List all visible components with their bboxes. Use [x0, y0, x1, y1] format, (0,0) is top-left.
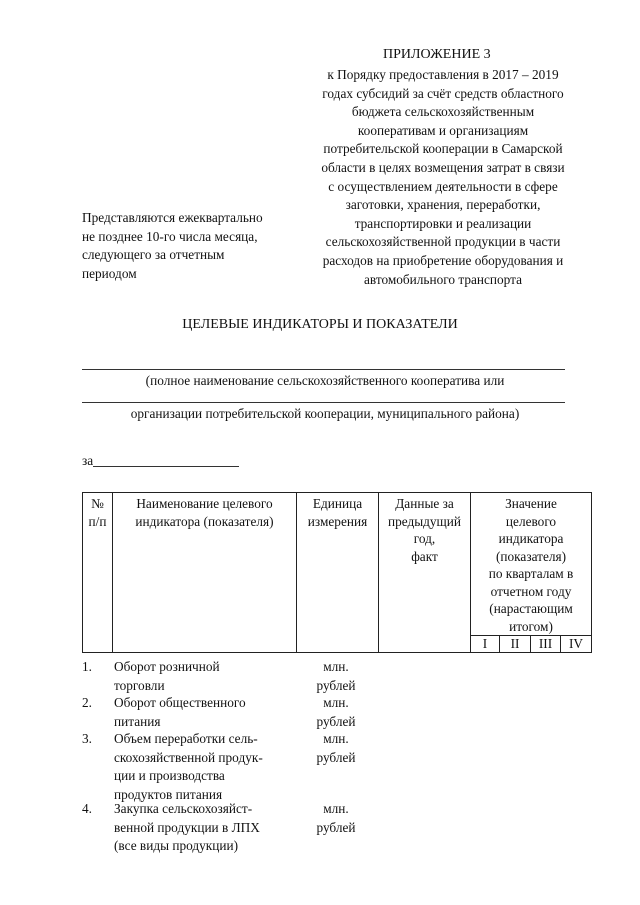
appendix-line: автомобильного транспорта	[363, 271, 523, 287]
row-number: 4.	[82, 801, 92, 816]
appendix-line: области в целях возмещения затрат в связи	[321, 159, 565, 175]
note-line: не позднее 10-го числа месяца,	[82, 228, 258, 244]
quarter-header: II	[500, 636, 531, 653]
indicator-name: Закупка сельскохозяйст- венной продукции в ЛПХ (все виды продукции)	[114, 801, 260, 854]
appendix-reference	[300, 66, 586, 289]
appendix-line: заготовки, хранения, переработки,	[345, 197, 541, 213]
organization-name-line-2[interactable]	[82, 402, 565, 403]
page-title: ЦЕЛЕВЫЕ ИНДИКАТОРЫ И ПОКАЗАТЕЛИ	[182, 317, 458, 332]
note-line: Представляются ежеквартально	[82, 210, 263, 225]
organization-name-line-1[interactable]	[82, 369, 565, 370]
indicator-name: Оборот общественного питания	[114, 695, 246, 729]
appendix-line: расходов на приобретение оборудования и	[322, 252, 564, 268]
row-number: 3.	[82, 731, 92, 746]
appendix-line: с осуществлением деятельности в сфере	[328, 178, 558, 194]
col-header-num: № п/п	[83, 493, 113, 653]
period-label: за	[82, 453, 94, 468]
indicators-table	[82, 492, 592, 653]
quarter-header: III	[531, 636, 561, 653]
indicator-unit: млн. рублей	[316, 695, 356, 729]
col-header-target-value: Значение целевого индикатора (показателя) по кварталам в отчетном году (нарастающим итогом)	[471, 493, 592, 636]
period-field[interactable]	[93, 466, 239, 467]
col-header-unit: Единица измерения	[297, 493, 379, 653]
col-header-name: Наименование целевого индикатора (показателя)	[113, 493, 297, 653]
organization-caption-2: организации потребительской кооперации, муниципального района)	[130, 406, 520, 421]
note-line: следующего за отчетным	[82, 247, 225, 263]
appendix-line: сельскохозяйственной продукции в части	[325, 234, 561, 250]
quarter-header: IV	[561, 636, 592, 653]
indicator-name: Объем переработки сель- скохозяйственной продук- ции и производства продуктов питания	[114, 731, 263, 802]
submission-note	[82, 209, 292, 283]
appendix-line: годах субсидий за счёт средств областного	[322, 85, 564, 101]
organization-caption-1: (полное наименование сельскохозяйственного кооператива или	[145, 373, 505, 388]
appendix-line: транспортировки и реализации	[354, 215, 532, 231]
appendix-line: потребительской кооперации в Самарской	[323, 141, 563, 157]
note-line: периодом	[82, 265, 137, 281]
appendix-line: к Порядку предоставления в 2017 – 2019	[327, 67, 559, 82]
row-number: 1.	[82, 659, 92, 674]
appendix-line: кооперативам и организациям	[357, 122, 529, 138]
indicator-unit: млн. рублей	[316, 731, 356, 765]
row-number: 2.	[82, 695, 92, 710]
quarter-header: I	[471, 636, 500, 653]
col-header-previous-year: Данные за предыдущий год, факт	[379, 493, 471, 653]
indicator-unit: млн. рублей	[316, 801, 356, 835]
appendix-line: бюджета сельскохозяйственным	[351, 104, 535, 120]
indicator-name: Оборот розничной торговли	[114, 659, 220, 693]
appendix-title: ПРИЛОЖЕНИЕ 3	[383, 47, 491, 62]
indicator-unit: млн. рублей	[316, 659, 356, 693]
